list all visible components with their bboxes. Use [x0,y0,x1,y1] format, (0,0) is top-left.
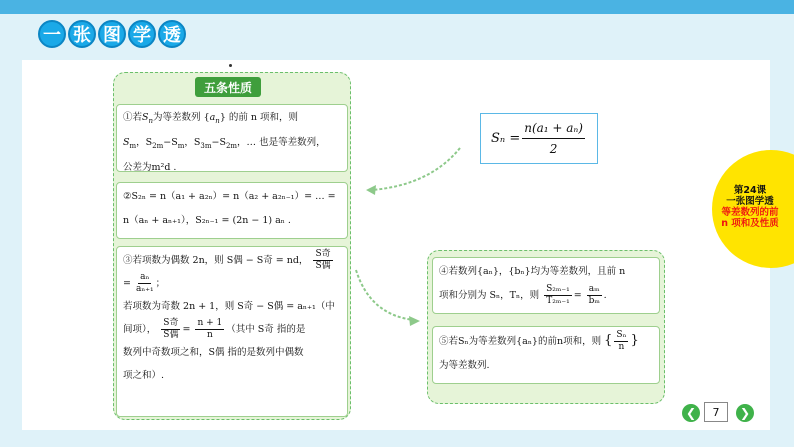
lesson-topic: 等差数列的前 [721,207,779,218]
p4-text: . [603,290,607,301]
fraction-den: bₘ [588,296,600,306]
lesson-badge-text [714,185,786,229]
p3-text: = [123,278,131,289]
fraction-num: S奇 [163,318,179,328]
logo-char: 图 [98,20,126,48]
p4-text: = [573,290,582,301]
p1-text: ①若 [123,112,143,123]
logo-char: 一 [38,20,66,48]
prev-page-button[interactable]: ❮ [682,404,700,422]
fraction-den: S偶 [163,330,179,340]
fraction-num: Sₙ [616,330,627,340]
fraction-num: S奇 [315,249,331,259]
p1-text: 为等差数列 { [153,112,210,123]
fraction-num: n + 1 [197,318,223,328]
p1-text: n [148,116,154,125]
arrow-to-left [372,148,460,190]
lesson-topic: n 项和及性质 [721,218,779,229]
logo-char: 张 [68,20,96,48]
property-1-box: ①若$S_n$为等差数列 $\{a_n\}$ 的前 n 项和，则 $S_m$，$S_{2m}-S_m$，$S_{3m}-S_{2m}$，… 也是等差数列， 公差为m²d . [116,104,348,172]
p4-text: ④若数列{aₙ}，{bₙ}均为等差数列，且前 n [439,266,626,277]
p4-text: 项和分别为 Sₙ，Tₙ，则 [439,290,540,301]
logo-char: 透 [158,20,186,48]
p1-text: S [142,112,149,123]
lesson-series: 一张图学透 [726,196,774,207]
left-card-title: 五条性质 [195,77,261,97]
p3-text: 若项数为奇数 2n + 1，则 S奇 − S偶 = aₙ₊₁（中 [123,301,335,312]
formula-den: 2 [549,142,558,156]
p3-text: = [182,324,191,335]
logo-char: 学 [128,20,156,48]
formula-num: n(a₁ + aₙ) [522,118,585,139]
arrow-head-left [366,185,376,195]
p3-text: 间项）， [123,324,157,335]
p2-text: ②S₂ₙ = n（a₁ + a₂ₙ）= n（a₂ + a₂ₙ₋₁）= … = [123,191,336,202]
fraction-den: T₂ₘ₋₁ [546,296,570,306]
p3-text: ； [155,278,166,289]
fraction-den: S偶 [315,261,331,271]
p1-text: } 的前 [219,112,248,123]
p1-text: ，S [136,136,153,148]
p1-text: a [209,112,216,123]
p3-text: ③若项数为偶数 2n，则 S偶 − S奇 = nd， [123,255,309,266]
fraction-num: aₘ [588,284,600,294]
fraction-den: aₙ₊₁ [136,284,154,294]
fraction-den: n [206,330,213,340]
p1-text: −S [211,136,226,148]
fraction-den: n [618,342,625,352]
p1-text: 公差为m²d . [123,161,177,173]
p3-text: 数列中奇数项之和，S偶 指的是数列中偶数 [123,347,304,358]
p1-text: n [215,116,220,125]
p5-text: 为等差数列. [439,360,490,371]
p2-text: n（aₙ + aₙ₊₁），S₂ₙ₋₁ = (2n − 1) aₙ . [123,215,291,226]
p1-text: n 项和，则 [247,112,299,123]
p1-text: −S [163,136,178,148]
fraction-num: aₙ [140,272,150,282]
p5-text: ⑤若Sₙ为等差数列{aₙ}的前n项和，则 [439,336,602,347]
p1-text: ，S [184,136,201,148]
lesson-number: 第24课 [733,185,767,196]
arrow-head-right [409,316,420,326]
next-page-button[interactable]: ❯ [736,404,754,422]
p3-text: （其中 S奇 指的是 [226,324,306,335]
fraction-num: S₂ₘ₋₁ [546,284,570,294]
formula-lhs: Sₙ = [491,131,521,146]
p3-text: 项之和）. [123,370,165,381]
arrow-to-right [356,270,414,320]
p1-text: S [123,136,130,148]
property-5-box: ⑤若Sₙ为等差数列{aₙ}的前n项和，则 { $\frac{\text{Sₙ}}{n}$ } 为等差数列. [432,326,660,384]
page-number: 7 [704,402,728,422]
p1-text: ，… 也是等差数列， [237,136,326,148]
